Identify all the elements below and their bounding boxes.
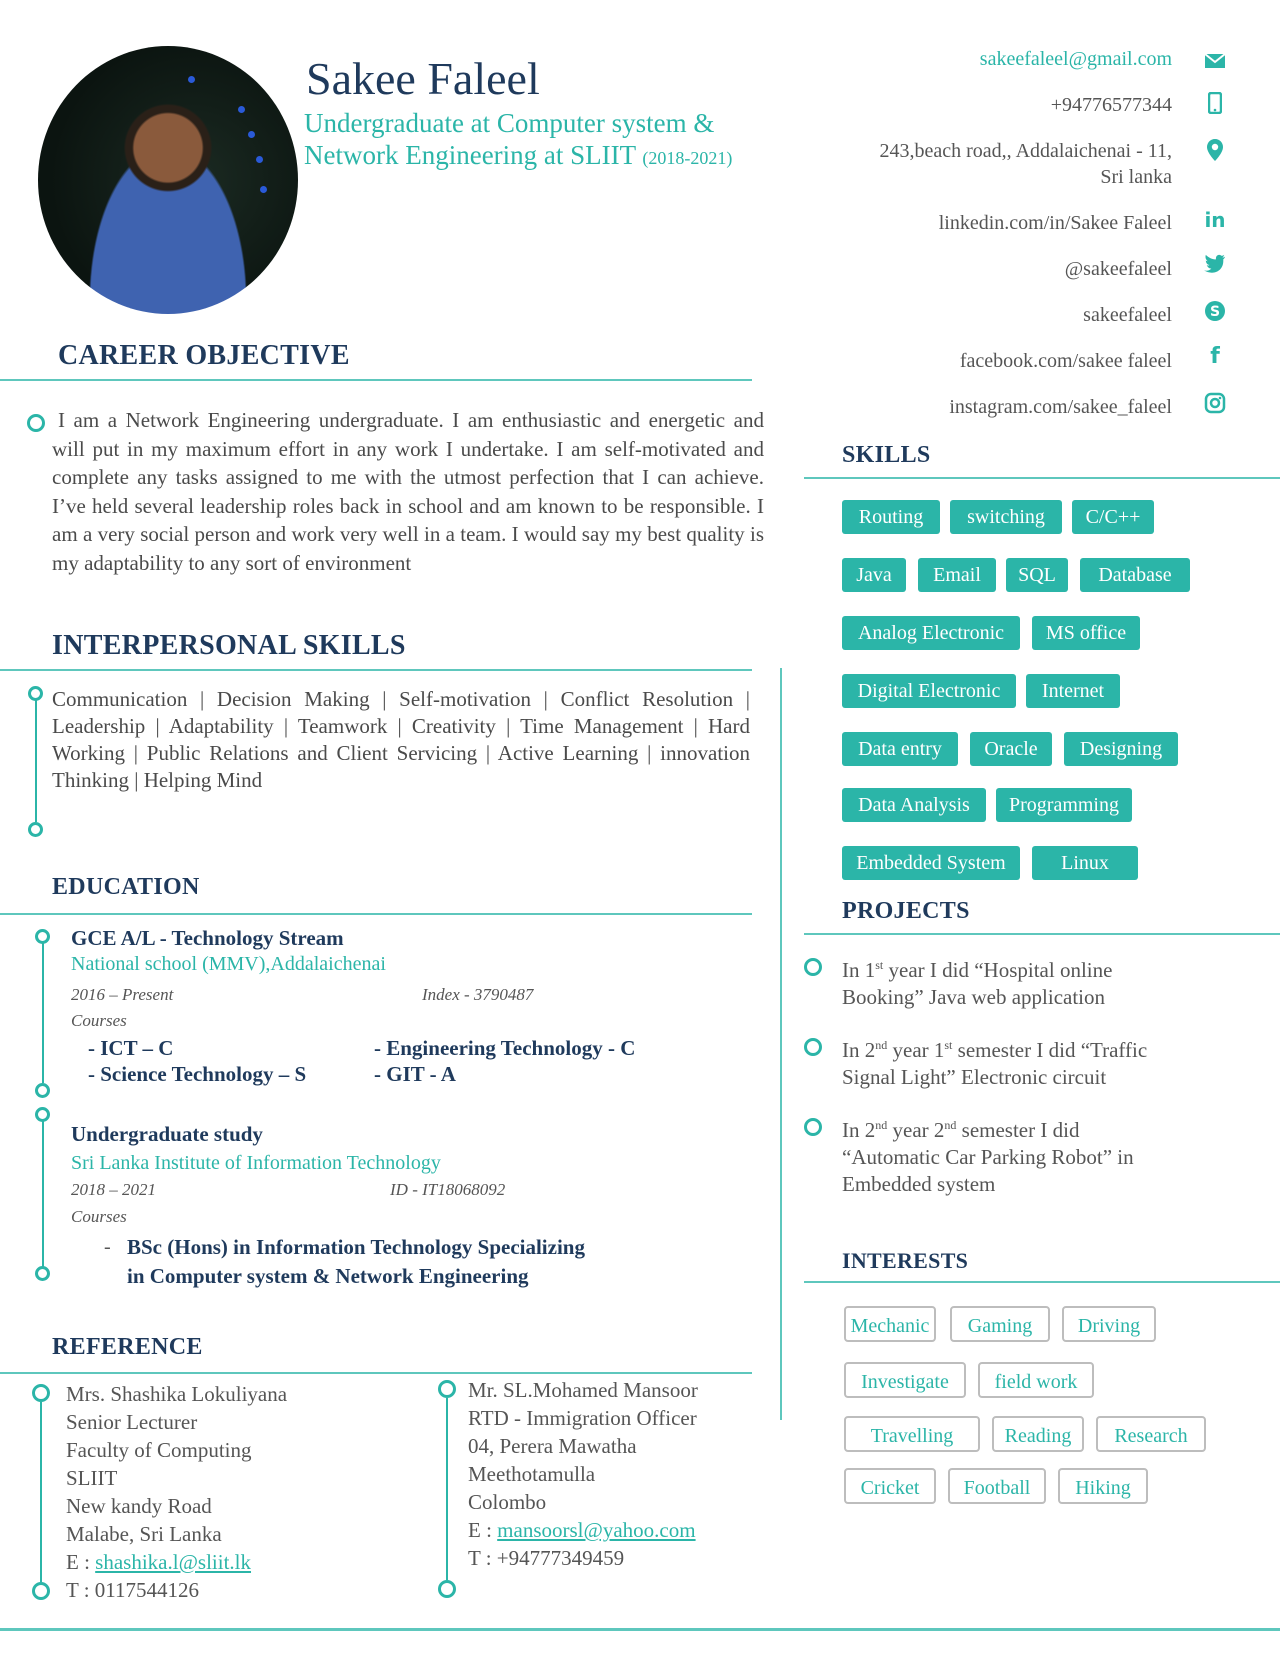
interest-tag: Cricket [844, 1468, 936, 1504]
reference-1 [66, 1380, 287, 1604]
project-bullet [804, 958, 822, 976]
ref2-line: Meethotamulla [468, 1462, 596, 1486]
skill-tag: Embedded System [842, 846, 1020, 880]
uni-course-dash: - [104, 1236, 111, 1258]
education-divider [0, 913, 752, 915]
ref2-line: 04, Perera Mawatha [468, 1434, 637, 1458]
al-school: National school (MMV),Addalaichenai [71, 953, 386, 975]
timeline-end [35, 1266, 50, 1281]
timeline-start [32, 1384, 50, 1402]
ref1-line: Mrs. Shashika Lokuliyana [66, 1382, 288, 1406]
timeline-start [438, 1380, 456, 1398]
timeline-line [40, 1402, 42, 1582]
projects-heading: PROJECTS [842, 898, 970, 924]
skill-tag: Linux [1032, 846, 1138, 880]
career-divider [0, 379, 752, 381]
interpersonal-skills-heading: INTERPERSONAL SKILLS [52, 630, 406, 661]
interest-tag: field work [978, 1362, 1094, 1398]
ref1-email-label: E : [66, 1550, 96, 1574]
timeline-line [42, 943, 44, 1083]
al-course: - Engineering Technology - C [374, 1036, 636, 1060]
ref2-phone: T : +94777349459 [468, 1546, 625, 1570]
uni-courses-label: Courses [71, 1207, 127, 1226]
linkedin-icon: in [1204, 208, 1226, 232]
project-3-line1 [842, 1112, 1134, 1144]
timeline-start [35, 929, 50, 944]
al-courses-label: Courses [71, 1011, 127, 1030]
p1-sup: st [875, 958, 884, 972]
mobile-phone-icon [1203, 92, 1227, 116]
headline-text: Network Engineering at SLIIT [304, 140, 636, 170]
project-1-line2: Booking” Java web application [842, 985, 1106, 1009]
interest-tag: Reading [992, 1416, 1084, 1452]
timeline-line [35, 700, 37, 822]
reference-divider [0, 1372, 752, 1374]
bullet-ring [27, 414, 45, 432]
p2-sup2: st [944, 1038, 953, 1052]
uni-course-line1: BSc (Hons) in Information Technology Specializing [127, 1235, 585, 1259]
column-divider [780, 668, 782, 1420]
interest-tag: Mechanic [844, 1306, 936, 1342]
timeline-line [42, 1121, 44, 1267]
headline-line2 [304, 140, 732, 171]
timeline-end [32, 1582, 50, 1600]
address-line1: 243,beach road,, Addalaichenai - 11, [879, 140, 1172, 162]
interest-tag: Driving [1062, 1306, 1156, 1342]
interest-tag: Research [1096, 1416, 1206, 1452]
ref1-line: Malabe, Sri Lanka [66, 1522, 222, 1546]
contact-phone[interactable]: +94776577344 [1050, 94, 1172, 116]
skill-tag: MS office [1032, 616, 1140, 650]
project-3-line3: Embedded system [842, 1172, 996, 1196]
contact-address [880, 138, 1172, 190]
skill-tag: Analog Electronic [842, 616, 1020, 650]
skill-tag: Java [842, 558, 906, 592]
ref2-line: RTD - Immigration Officer [468, 1406, 697, 1430]
p2-a: In 2 [842, 1038, 876, 1062]
interest-tag: Gaming [950, 1306, 1050, 1342]
project-2-line1 [842, 1032, 1147, 1064]
skill-tag: Digital Electronic [842, 674, 1016, 708]
ref1-line: SLIIT [66, 1466, 118, 1490]
facebook-icon: f [1210, 344, 1220, 369]
reference-2 [468, 1376, 698, 1572]
ref2-email-label: E : [468, 1518, 498, 1542]
interpersonal-skills-text: Communication | Decision Making | Self-motivation | Conflict Resolution | Leadership | Adaptability | Teamwork | Creativity | Time Management | Hard Working | Public Relations and Client Servicing | Active Learning | innovation Thinking | Helping Mind [52, 687, 750, 792]
skill-tag: Programming [996, 788, 1132, 822]
headline-line1: Undergraduate at Computer system & [304, 108, 715, 138]
p1-a: In 1 [842, 958, 876, 982]
skill-tag: Data entry [842, 732, 958, 766]
al-course: - Science Technology – S [88, 1062, 307, 1086]
project-2-line2: Signal Light” Electronic circuit [842, 1065, 1107, 1089]
uni-course-line2: in Computer system & Network Engineering [127, 1264, 529, 1288]
p3-c: semester I did [956, 1118, 1080, 1142]
p3-b: year 2 [887, 1118, 945, 1142]
skills-heading: SKILLS [842, 442, 931, 468]
headline-years: (2018-2021) [642, 148, 733, 168]
timeline-end [438, 1580, 456, 1598]
contact-twitter[interactable]: @sakeefaleel [1064, 258, 1172, 280]
uni-years: 2018 – 2021 [71, 1180, 156, 1199]
skill-tag: Email [918, 558, 996, 592]
ref1-email-row [66, 1548, 287, 1576]
education-heading: EDUCATION [52, 874, 200, 900]
skill-tag: Oracle [970, 732, 1052, 766]
timeline-start [35, 1107, 50, 1122]
p3-a: In 2 [842, 1118, 876, 1142]
svg-text:S: S [1209, 304, 1221, 320]
skills-divider [804, 477, 1280, 479]
p1-b: year I did “Hospital online [883, 958, 1113, 982]
interest-tag: Hiking [1058, 1468, 1148, 1504]
contact-linkedin[interactable]: linkedin.com/in/Sakee Faleel [938, 212, 1172, 234]
twitter-icon [1203, 254, 1227, 278]
candidate-name: Sakee Faleel [306, 53, 540, 104]
timeline-end [35, 1083, 50, 1098]
footer-rule [0, 1628, 1280, 1631]
p2-b: year 1 [887, 1038, 945, 1062]
project-bullet [804, 1038, 822, 1056]
contact-facebook[interactable]: facebook.com/sakee faleel [959, 350, 1172, 372]
skill-tag: Routing [842, 500, 940, 534]
ref2-line: Mr. SL.Mohamed Mansoor [468, 1378, 698, 1402]
project-1-line1 [842, 952, 1112, 984]
project-3 [842, 1112, 1134, 1198]
timeline-end [28, 822, 43, 837]
project-2 [842, 1032, 1147, 1091]
skill-tag: Database [1080, 558, 1190, 592]
project-1 [842, 952, 1112, 1011]
interests-divider [804, 1281, 1280, 1283]
al-index: Index - 3790487 [422, 985, 534, 1004]
project-bullet [804, 1118, 822, 1136]
skill-tag: SQL [1006, 558, 1068, 592]
location-pin-icon [1203, 138, 1227, 162]
al-years: 2016 – Present [71, 985, 174, 1004]
skill-tag: switching [950, 500, 1062, 534]
interest-tag: Investigate [844, 1362, 966, 1398]
skill-tag: Internet [1026, 674, 1120, 708]
address-line2: Sri lanka [1100, 166, 1172, 188]
contact-skype[interactable]: sakeefaleel [1083, 304, 1172, 326]
ref2-email-link[interactable]: mansoorsl@yahoo.com [497, 1518, 696, 1542]
ref2-line: Colombo [468, 1490, 547, 1514]
interpersonal-divider [0, 669, 752, 671]
instagram-icon [1203, 392, 1227, 416]
al-course: - GIT - A [374, 1062, 456, 1086]
envelope-icon [1203, 52, 1227, 76]
ref1-phone: T : 0117544126 [66, 1578, 200, 1602]
p2-c: semester I did “Traffic [952, 1038, 1148, 1062]
reference-heading: REFERENCE [52, 1334, 203, 1360]
projects-divider [804, 933, 1280, 935]
al-course: - ICT – C [88, 1036, 174, 1060]
uni-id: ID - IT18068092 [390, 1180, 506, 1199]
uni-title: Undergraduate study [71, 1122, 263, 1146]
p3-sup1: nd [875, 1118, 888, 1132]
career-objective-heading: CAREER OBJECTIVE [58, 340, 350, 371]
project-3-line2: “Automatic Car Parking Robot” in [842, 1145, 1134, 1169]
interests-heading: INTERESTS [842, 1248, 969, 1273]
skill-tag: Designing [1064, 732, 1178, 766]
uni-school: Sri Lanka Institute of Information Technology [71, 1152, 441, 1174]
skill-tag: Data Analysis [842, 788, 986, 822]
skill-tag: C/C++ [1072, 500, 1154, 534]
timeline-line [446, 1398, 448, 1580]
al-title: GCE A/L - Technology Stream [71, 926, 344, 950]
profile-photo [38, 46, 298, 314]
skype-icon [1203, 300, 1227, 324]
interest-tag: Football [948, 1468, 1046, 1504]
contact-instagram[interactable]: instagram.com/sakee_faleel [949, 396, 1172, 418]
career-objective-text: I am a Network Engineering undergraduate. I am enthusiastic and energetic and will put in my maximum effort in any work I undertake. I am self-motivated and complete any tasks assigned to me with the utmost perfection that I can achieve. I’ve held several leadership roles back in school and am known to be responsible. I am a very social person and work very well in a team. I would say my best quality is my adaptability to any sort of environment [52, 408, 764, 575]
p3-sup2: nd [944, 1118, 957, 1132]
ref2-email-row [468, 1516, 698, 1544]
interest-tag: Travelling [844, 1416, 980, 1452]
ref1-line: Faculty of Computing [66, 1438, 252, 1462]
contact-email[interactable]: sakeefaleel@gmail.com [979, 48, 1172, 70]
ref1-line: New kandy Road [66, 1494, 212, 1518]
timeline-start [28, 686, 43, 701]
ref1-line: Senior Lecturer [66, 1410, 198, 1434]
ref1-email-link[interactable]: shashika.l@sliit.lk [95, 1550, 252, 1574]
p2-sup1: nd [875, 1038, 888, 1052]
